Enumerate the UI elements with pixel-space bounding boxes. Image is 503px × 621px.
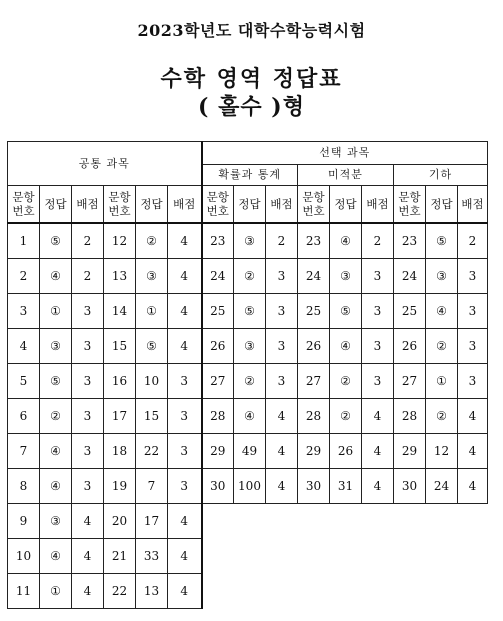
common-answer-cell: ③: [136, 259, 168, 294]
common-question-number-cell: 2: [8, 259, 40, 294]
common-points-cell: 4: [168, 504, 202, 539]
common-points-cell: 3: [72, 294, 104, 329]
column-header-number: 문항 번호: [8, 186, 40, 224]
elective-points-cell: 3: [458, 259, 488, 294]
elective-answer-cell: ②: [330, 399, 362, 434]
answer-row: [8, 329, 488, 364]
common-section-header: 공통 과목: [8, 142, 202, 186]
common-answer-cell: ①: [40, 294, 72, 329]
common-points-cell: 4: [168, 539, 202, 574]
common-question-number-cell: 20: [104, 504, 136, 539]
common-question-number-cell: 1: [8, 223, 40, 259]
common-points-cell: 3: [72, 469, 104, 504]
elective-points-cell: 3: [458, 294, 488, 329]
common-question-number-cell: 11: [8, 574, 40, 609]
elective-answer-cell: ③: [234, 223, 266, 259]
elective-points-cell: 4: [458, 469, 488, 504]
elective-answer-cell: ①: [426, 364, 458, 399]
common-question-number-cell: 4: [8, 329, 40, 364]
column-header-points: 배점: [168, 186, 202, 224]
common-points-cell: 3: [72, 434, 104, 469]
elective-question-number-cell: 29: [394, 434, 426, 469]
common-points-cell: 3: [72, 329, 104, 364]
common-answer-cell: ⑤: [40, 364, 72, 399]
elective-points-cell: 4: [458, 399, 488, 434]
elective-question-number-cell: 28: [394, 399, 426, 434]
elective-answer-cell: ②: [330, 364, 362, 399]
common-answer-cell: ④: [40, 469, 72, 504]
common-points-cell: 3: [168, 364, 202, 399]
common-answer-cell: ③: [40, 329, 72, 364]
common-points-cell: 4: [72, 504, 104, 539]
elective-answer-cell: 24: [426, 469, 458, 504]
elective-question-number-cell: 27: [298, 364, 330, 399]
common-answer-cell: 7: [136, 469, 168, 504]
elective-points-cell: 3: [266, 259, 298, 294]
elective-points-cell: 2: [362, 223, 394, 259]
common-points-cell: 3: [72, 399, 104, 434]
answer-row: [8, 259, 488, 294]
elective-question-number-cell: 24: [394, 259, 426, 294]
common-question-number-cell: 5: [8, 364, 40, 399]
common-points-cell: 3: [168, 434, 202, 469]
answer-row: [8, 504, 488, 539]
column-header-answer: 정답: [426, 186, 458, 224]
elective-answer-cell: 49: [234, 434, 266, 469]
column-header-answer: 정답: [40, 186, 72, 224]
common-points-cell: 3: [72, 364, 104, 399]
elective-question-number-cell: 24: [202, 259, 234, 294]
elective-answer-cell: 26: [330, 434, 362, 469]
elective-answer-cell: ②: [234, 364, 266, 399]
column-header-number: 문항 번호: [104, 186, 136, 224]
column-header-number: 문항 번호: [394, 186, 426, 224]
column-header-points: 배점: [266, 186, 298, 224]
elective-answer-cell: ④: [426, 294, 458, 329]
common-answer-cell: ①: [40, 574, 72, 609]
common-points-cell: 2: [72, 223, 104, 259]
answer-table: [7, 141, 488, 609]
column-header-points: 배점: [362, 186, 394, 224]
elective-points-cell: 4: [266, 434, 298, 469]
column-header-answer: 정답: [234, 186, 266, 224]
common-question-number-cell: 10: [8, 539, 40, 574]
common-question-number-cell: 9: [8, 504, 40, 539]
common-question-number-cell: 14: [104, 294, 136, 329]
elective-question-number-cell: 30: [394, 469, 426, 504]
common-question-number-cell: 13: [104, 259, 136, 294]
common-points-cell: 4: [168, 259, 202, 294]
elective-question-number-cell: 29: [202, 434, 234, 469]
elective-points-cell: 3: [362, 294, 394, 329]
elective-question-number-cell: 26: [202, 329, 234, 364]
column-header-number: 문항 번호: [202, 186, 234, 224]
elective-answer-cell: ②: [426, 399, 458, 434]
common-points-cell: 2: [72, 259, 104, 294]
answer-row: [8, 434, 488, 469]
common-answer-cell: ④: [40, 539, 72, 574]
answer-row: [8, 223, 488, 259]
common-question-number-cell: 21: [104, 539, 136, 574]
common-question-number-cell: 19: [104, 469, 136, 504]
elective-question-number-cell: 25: [202, 294, 234, 329]
elective-points-cell: 4: [266, 469, 298, 504]
elective-answer-cell: ②: [426, 329, 458, 364]
elective-answer-cell: ⑤: [234, 294, 266, 329]
elective-question-number-cell: 28: [298, 399, 330, 434]
common-question-number-cell: 8: [8, 469, 40, 504]
elective-question-number-cell: 27: [202, 364, 234, 399]
column-header-answer: 정답: [330, 186, 362, 224]
elective-answer-cell: 100: [234, 469, 266, 504]
common-answer-cell: 33: [136, 539, 168, 574]
empty-space: [202, 539, 488, 574]
subject-title: 수학 영역 정답표: [160, 66, 343, 92]
elective-question-number-cell: 23: [394, 223, 426, 259]
answer-row: [8, 469, 488, 504]
common-answer-cell: ④: [40, 434, 72, 469]
elective-answer-cell: ⑤: [330, 294, 362, 329]
common-points-cell: 4: [72, 574, 104, 609]
elective-header-probability: 확률과 통계: [202, 165, 298, 186]
common-points-cell: 4: [168, 574, 202, 609]
elective-answer-cell: ②: [234, 259, 266, 294]
common-answer-cell: ④: [40, 259, 72, 294]
common-points-cell: 3: [168, 469, 202, 504]
elective-points-cell: 3: [362, 364, 394, 399]
common-answer-cell: ③: [40, 504, 72, 539]
elective-question-number-cell: 29: [298, 434, 330, 469]
column-header-number: 문항 번호: [298, 186, 330, 224]
elective-question-number-cell: 25: [394, 294, 426, 329]
elective-points-cell: 3: [458, 329, 488, 364]
elective-points-cell: 4: [458, 434, 488, 469]
answer-row: [8, 574, 488, 609]
elective-answer-cell: ④: [330, 329, 362, 364]
common-question-number-cell: 7: [8, 434, 40, 469]
column-header-answer: 정답: [136, 186, 168, 224]
common-question-number-cell: 6: [8, 399, 40, 434]
common-answer-cell: ②: [40, 399, 72, 434]
elective-points-cell: 3: [362, 259, 394, 294]
elective-answer-cell: 31: [330, 469, 362, 504]
answer-row: [8, 364, 488, 399]
elective-answer-cell: 12: [426, 434, 458, 469]
elective-question-number-cell: 26: [298, 329, 330, 364]
column-header-points: 배점: [72, 186, 104, 224]
elective-points-cell: 2: [266, 223, 298, 259]
common-answer-cell: ⑤: [136, 329, 168, 364]
elective-points-cell: 3: [458, 364, 488, 399]
elective-question-number-cell: 23: [202, 223, 234, 259]
elective-question-number-cell: 26: [394, 329, 426, 364]
answer-row: [8, 294, 488, 329]
common-answer-cell: 10: [136, 364, 168, 399]
elective-points-cell: 3: [266, 329, 298, 364]
elective-header-calculus: 미적분: [298, 165, 394, 186]
empty-space: [202, 574, 488, 609]
common-points-cell: 3: [168, 399, 202, 434]
elective-points-cell: 4: [362, 399, 394, 434]
elective-points-cell: 4: [362, 434, 394, 469]
column-header-points: 배점: [458, 186, 488, 224]
common-question-number-cell: 18: [104, 434, 136, 469]
elective-question-number-cell: 30: [298, 469, 330, 504]
elective-points-cell: 4: [362, 469, 394, 504]
elective-answer-cell: ③: [234, 329, 266, 364]
common-answer-cell: 13: [136, 574, 168, 609]
empty-space: [202, 504, 488, 539]
common-points-cell: 4: [168, 329, 202, 364]
common-question-number-cell: 17: [104, 399, 136, 434]
common-points-cell: 4: [72, 539, 104, 574]
elective-answer-cell: ④: [234, 399, 266, 434]
exam-title: 2023학년도 대학수학능력시험: [137, 21, 366, 40]
elective-section-header: 선택 과목: [202, 142, 488, 165]
elective-question-number-cell: 25: [298, 294, 330, 329]
common-question-number-cell: 3: [8, 294, 40, 329]
answer-row: [8, 539, 488, 574]
elective-points-cell: 3: [266, 364, 298, 399]
elective-points-cell: 2: [458, 223, 488, 259]
elective-question-number-cell: 30: [202, 469, 234, 504]
common-answer-cell: 22: [136, 434, 168, 469]
common-points-cell: 4: [168, 223, 202, 259]
common-question-number-cell: 16: [104, 364, 136, 399]
common-answer-cell: ⑤: [40, 223, 72, 259]
common-points-cell: 4: [168, 294, 202, 329]
elective-points-cell: 3: [266, 294, 298, 329]
elective-points-cell: 3: [362, 329, 394, 364]
answer-row: [8, 399, 488, 434]
elective-answer-cell: ③: [426, 259, 458, 294]
type-label: ( 홀수 )형: [198, 94, 305, 120]
common-answer-cell: ②: [136, 223, 168, 259]
common-answer-cell: ①: [136, 294, 168, 329]
common-answer-cell: 17: [136, 504, 168, 539]
common-question-number-cell: 22: [104, 574, 136, 609]
common-answer-cell: 15: [136, 399, 168, 434]
common-question-number-cell: 15: [104, 329, 136, 364]
elective-answer-cell: ④: [330, 223, 362, 259]
elective-header-geometry: 기하: [394, 165, 488, 186]
elective-answer-cell: ③: [330, 259, 362, 294]
common-question-number-cell: 12: [104, 223, 136, 259]
elective-question-number-cell: 24: [298, 259, 330, 294]
elective-answer-cell: ⑤: [426, 223, 458, 259]
elective-points-cell: 4: [266, 399, 298, 434]
elective-question-number-cell: 23: [298, 223, 330, 259]
elective-question-number-cell: 28: [202, 399, 234, 434]
elective-question-number-cell: 27: [394, 364, 426, 399]
